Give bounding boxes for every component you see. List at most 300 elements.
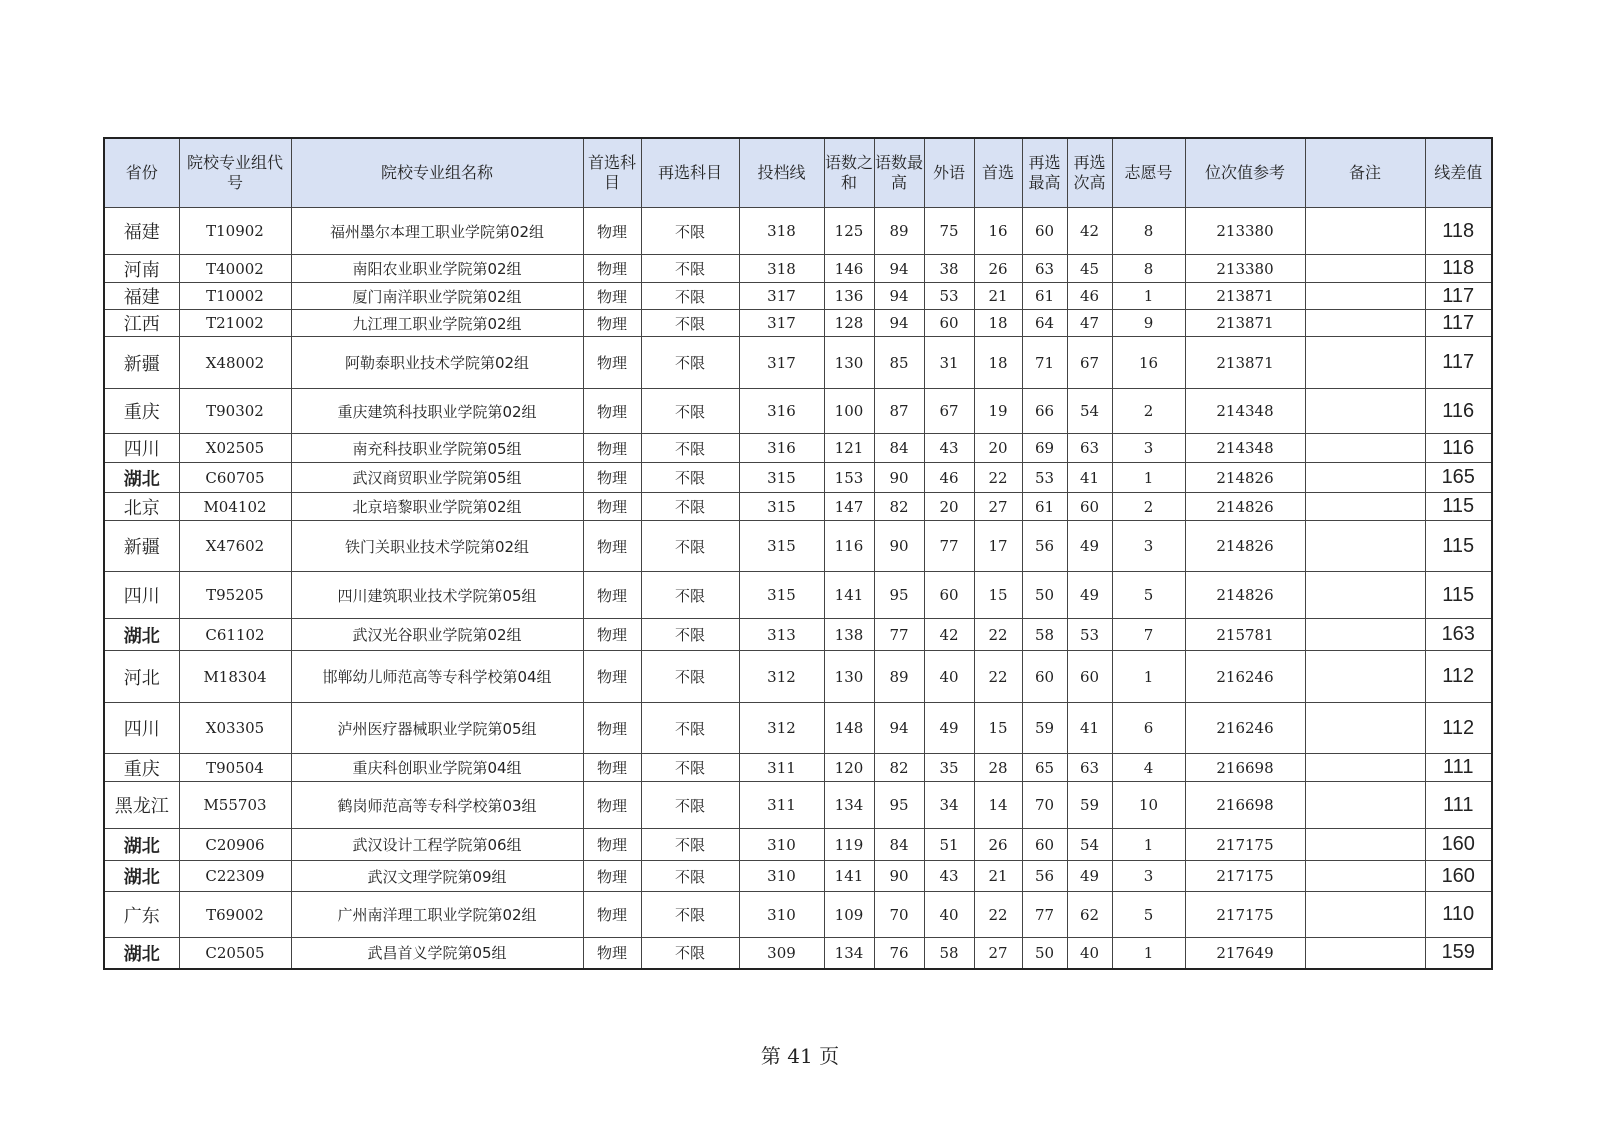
- first-cell: 22: [974, 892, 1022, 938]
- rank-cell: 217175: [1185, 829, 1305, 861]
- table-row: [104, 389, 1492, 434]
- note-cell: [1305, 463, 1425, 493]
- wish-cell: 1: [1112, 938, 1185, 969]
- line-cell: 311: [739, 782, 824, 829]
- re-subject-cell: 不限: [641, 782, 739, 829]
- code-cell: T10902: [179, 208, 291, 255]
- re-subject-cell: 不限: [641, 434, 739, 463]
- re-subject-cell: 不限: [641, 754, 739, 782]
- line-cell: 318: [739, 208, 824, 255]
- name-cell: 厦门南洋职业学院第02组: [291, 283, 583, 310]
- max-cm-cell: 90: [874, 521, 924, 572]
- re-second-cell: 41: [1067, 463, 1112, 493]
- first-cell: 27: [974, 493, 1022, 521]
- name-cell: 重庆建筑科技职业学院第02组: [291, 389, 583, 434]
- re-subject-cell: 不限: [641, 208, 739, 255]
- re-subject-cell: 不限: [641, 463, 739, 493]
- note-cell: [1305, 521, 1425, 572]
- province-cell: 重庆: [104, 389, 179, 434]
- first-subject-cell: 物理: [583, 208, 641, 255]
- max-cm-cell: 94: [874, 255, 924, 283]
- wish-cell: 8: [1112, 255, 1185, 283]
- first-subject-cell: 物理: [583, 337, 641, 389]
- re-subject-cell: 不限: [641, 892, 739, 938]
- max-cm-cell: 94: [874, 310, 924, 337]
- re-second-cell: 60: [1067, 493, 1112, 521]
- province-cell: 新疆: [104, 337, 179, 389]
- code-cell: C20505: [179, 938, 291, 969]
- code-cell: C22309: [179, 861, 291, 892]
- note-cell: [1305, 829, 1425, 861]
- table-row: [104, 255, 1492, 283]
- province-cell: 湖北: [104, 463, 179, 493]
- table-row: [104, 521, 1492, 572]
- re-subject-cell: 不限: [641, 310, 739, 337]
- rank-cell: 213380: [1185, 255, 1305, 283]
- wish-cell: 9: [1112, 310, 1185, 337]
- code-cell: C61102: [179, 619, 291, 651]
- rank-cell: 214826: [1185, 521, 1305, 572]
- page-number: 第 41 页: [760, 1044, 840, 1068]
- sum-cm-cell: 121: [824, 434, 874, 463]
- header-first-subject: 首选科目: [583, 138, 641, 208]
- table-row: [104, 310, 1492, 337]
- sum-cm-cell: 141: [824, 861, 874, 892]
- re-subject-cell: 不限: [641, 829, 739, 861]
- first-cell: 15: [974, 703, 1022, 754]
- diff-cell: 110: [1425, 892, 1492, 938]
- re-second-cell: 45: [1067, 255, 1112, 283]
- re-second-cell: 49: [1067, 521, 1112, 572]
- wish-cell: 3: [1112, 521, 1185, 572]
- line-cell: 309: [739, 938, 824, 969]
- name-cell: 四川建筑职业技术学院第05组: [291, 572, 583, 619]
- name-cell: 九江理工职业学院第02组: [291, 310, 583, 337]
- first-cell: 17: [974, 521, 1022, 572]
- table-row: [104, 434, 1492, 463]
- note-cell: [1305, 782, 1425, 829]
- re-max-cell: 50: [1022, 938, 1067, 969]
- re-subject-cell: 不限: [641, 572, 739, 619]
- wish-cell: 1: [1112, 829, 1185, 861]
- diff-cell: 112: [1425, 703, 1492, 754]
- line-cell: 317: [739, 283, 824, 310]
- re-subject-cell: 不限: [641, 389, 739, 434]
- name-cell: 武汉文理学院第09组: [291, 861, 583, 892]
- sum-cm-cell: 148: [824, 703, 874, 754]
- code-cell: X02505: [179, 434, 291, 463]
- foreign-cell: 60: [924, 310, 974, 337]
- name-cell: 泸州医疗器械职业学院第05组: [291, 703, 583, 754]
- re-max-cell: 56: [1022, 861, 1067, 892]
- first-subject-cell: 物理: [583, 703, 641, 754]
- re-max-cell: 61: [1022, 493, 1067, 521]
- table-row: [104, 938, 1492, 969]
- first-cell: 20: [974, 434, 1022, 463]
- note-cell: [1305, 493, 1425, 521]
- header-note: 备注: [1305, 138, 1425, 208]
- line-cell: 313: [739, 619, 824, 651]
- header-line: 投档线: [739, 138, 824, 208]
- re-second-cell: 49: [1067, 861, 1112, 892]
- line-cell: 315: [739, 521, 824, 572]
- rank-cell: 216246: [1185, 651, 1305, 703]
- sum-cm-cell: 136: [824, 283, 874, 310]
- note-cell: [1305, 337, 1425, 389]
- first-cell: 22: [974, 463, 1022, 493]
- max-cm-cell: 82: [874, 754, 924, 782]
- province-cell: 湖北: [104, 938, 179, 969]
- first-subject-cell: 物理: [583, 892, 641, 938]
- first-cell: 22: [974, 619, 1022, 651]
- code-cell: X47602: [179, 521, 291, 572]
- province-cell: 四川: [104, 572, 179, 619]
- first-subject-cell: 物理: [583, 389, 641, 434]
- code-cell: C60705: [179, 463, 291, 493]
- re-max-cell: 60: [1022, 829, 1067, 861]
- province-cell: 湖北: [104, 861, 179, 892]
- first-subject-cell: 物理: [583, 283, 641, 310]
- foreign-cell: 60: [924, 572, 974, 619]
- first-cell: 15: [974, 572, 1022, 619]
- diff-cell: 160: [1425, 829, 1492, 861]
- rank-cell: 213871: [1185, 337, 1305, 389]
- re-subject-cell: 不限: [641, 255, 739, 283]
- re-max-cell: 56: [1022, 521, 1067, 572]
- rank-cell: 213380: [1185, 208, 1305, 255]
- diff-cell: 116: [1425, 434, 1492, 463]
- foreign-cell: 77: [924, 521, 974, 572]
- foreign-cell: 49: [924, 703, 974, 754]
- rank-cell: 214826: [1185, 572, 1305, 619]
- rank-cell: 216698: [1185, 782, 1305, 829]
- note-cell: [1305, 861, 1425, 892]
- province-cell: 黑龙江: [104, 782, 179, 829]
- name-cell: 阿勒泰职业技术学院第02组: [291, 337, 583, 389]
- header-re-second: 再选次高: [1067, 138, 1112, 208]
- wish-cell: 6: [1112, 703, 1185, 754]
- province-cell: 江西: [104, 310, 179, 337]
- first-cell: 27: [974, 938, 1022, 969]
- foreign-cell: 38: [924, 255, 974, 283]
- diff-cell: 159: [1425, 938, 1492, 969]
- sum-cm-cell: 134: [824, 938, 874, 969]
- note-cell: [1305, 208, 1425, 255]
- province-cell: 福建: [104, 283, 179, 310]
- first-subject-cell: 物理: [583, 255, 641, 283]
- re-second-cell: 60: [1067, 651, 1112, 703]
- wish-cell: 7: [1112, 619, 1185, 651]
- sum-cm-cell: 153: [824, 463, 874, 493]
- sum-cm-cell: 128: [824, 310, 874, 337]
- code-cell: M55703: [179, 782, 291, 829]
- note-cell: [1305, 389, 1425, 434]
- line-cell: 310: [739, 829, 824, 861]
- wish-cell: 10: [1112, 782, 1185, 829]
- sum-cm-cell: 134: [824, 782, 874, 829]
- max-cm-cell: 95: [874, 782, 924, 829]
- first-cell: 21: [974, 861, 1022, 892]
- re-second-cell: 63: [1067, 434, 1112, 463]
- max-cm-cell: 94: [874, 283, 924, 310]
- header-max-cm: 语数最高: [874, 138, 924, 208]
- foreign-cell: 75: [924, 208, 974, 255]
- sum-cm-cell: 119: [824, 829, 874, 861]
- foreign-cell: 20: [924, 493, 974, 521]
- line-cell: 311: [739, 754, 824, 782]
- max-cm-cell: 95: [874, 572, 924, 619]
- first-cell: 22: [974, 651, 1022, 703]
- note-cell: [1305, 938, 1425, 969]
- rank-cell: 214348: [1185, 434, 1305, 463]
- sum-cm-cell: 109: [824, 892, 874, 938]
- rank-cell: 215781: [1185, 619, 1305, 651]
- name-cell: 鹤岗师范高等专科学校第03组: [291, 782, 583, 829]
- line-cell: 312: [739, 703, 824, 754]
- sum-cm-cell: 125: [824, 208, 874, 255]
- name-cell: 广州南洋理工职业学院第02组: [291, 892, 583, 938]
- diff-cell: 163: [1425, 619, 1492, 651]
- line-cell: 318: [739, 255, 824, 283]
- line-cell: 315: [739, 463, 824, 493]
- re-subject-cell: 不限: [641, 337, 739, 389]
- code-cell: X03305: [179, 703, 291, 754]
- diff-cell: 118: [1425, 255, 1492, 283]
- code-cell: M18304: [179, 651, 291, 703]
- first-subject-cell: 物理: [583, 619, 641, 651]
- note-cell: [1305, 651, 1425, 703]
- re-second-cell: 54: [1067, 829, 1112, 861]
- re-second-cell: 67: [1067, 337, 1112, 389]
- diff-cell: 117: [1425, 337, 1492, 389]
- sum-cm-cell: 116: [824, 521, 874, 572]
- province-cell: 四川: [104, 434, 179, 463]
- re-subject-cell: 不限: [641, 493, 739, 521]
- line-cell: 315: [739, 572, 824, 619]
- first-subject-cell: 物理: [583, 493, 641, 521]
- diff-cell: 117: [1425, 310, 1492, 337]
- line-cell: 316: [739, 434, 824, 463]
- first-cell: 26: [974, 255, 1022, 283]
- first-cell: 18: [974, 337, 1022, 389]
- max-cm-cell: 76: [874, 938, 924, 969]
- code-cell: T95205: [179, 572, 291, 619]
- re-second-cell: 54: [1067, 389, 1112, 434]
- rank-cell: 213871: [1185, 283, 1305, 310]
- province-cell: 四川: [104, 703, 179, 754]
- max-cm-cell: 77: [874, 619, 924, 651]
- rank-cell: 214826: [1185, 493, 1305, 521]
- re-second-cell: 42: [1067, 208, 1112, 255]
- max-cm-cell: 89: [874, 651, 924, 703]
- diff-cell: 117: [1425, 283, 1492, 310]
- note-cell: [1305, 754, 1425, 782]
- rank-cell: 214826: [1185, 463, 1305, 493]
- max-cm-cell: 89: [874, 208, 924, 255]
- line-cell: 316: [739, 389, 824, 434]
- line-cell: 315: [739, 493, 824, 521]
- table-header-row: [104, 138, 1492, 208]
- province-cell: 湖北: [104, 829, 179, 861]
- first-subject-cell: 物理: [583, 651, 641, 703]
- re-subject-cell: 不限: [641, 521, 739, 572]
- table-body: [104, 208, 1492, 969]
- max-cm-cell: 87: [874, 389, 924, 434]
- first-subject-cell: 物理: [583, 463, 641, 493]
- max-cm-cell: 94: [874, 703, 924, 754]
- diff-cell: 112: [1425, 651, 1492, 703]
- first-cell: 28: [974, 754, 1022, 782]
- name-cell: 铁门关职业技术学院第02组: [291, 521, 583, 572]
- re-subject-cell: 不限: [641, 619, 739, 651]
- re-max-cell: 71: [1022, 337, 1067, 389]
- note-cell: [1305, 703, 1425, 754]
- table-row: [104, 782, 1492, 829]
- diff-cell: 165: [1425, 463, 1492, 493]
- line-cell: 312: [739, 651, 824, 703]
- sum-cm-cell: 141: [824, 572, 874, 619]
- sum-cm-cell: 147: [824, 493, 874, 521]
- re-second-cell: 41: [1067, 703, 1112, 754]
- table-row: [104, 892, 1492, 938]
- re-second-cell: 46: [1067, 283, 1112, 310]
- rank-cell: 217649: [1185, 938, 1305, 969]
- province-cell: 北京: [104, 493, 179, 521]
- re-max-cell: 58: [1022, 619, 1067, 651]
- province-cell: 广东: [104, 892, 179, 938]
- name-cell: 南阳农业职业学院第02组: [291, 255, 583, 283]
- re-max-cell: 59: [1022, 703, 1067, 754]
- foreign-cell: 67: [924, 389, 974, 434]
- diff-cell: 115: [1425, 521, 1492, 572]
- table-row: [104, 463, 1492, 493]
- code-cell: T90302: [179, 389, 291, 434]
- first-subject-cell: 物理: [583, 310, 641, 337]
- sum-cm-cell: 146: [824, 255, 874, 283]
- code-cell: X48002: [179, 337, 291, 389]
- wish-cell: 3: [1112, 434, 1185, 463]
- wish-cell: 16: [1112, 337, 1185, 389]
- foreign-cell: 43: [924, 861, 974, 892]
- note-cell: [1305, 434, 1425, 463]
- max-cm-cell: 82: [874, 493, 924, 521]
- foreign-cell: 40: [924, 651, 974, 703]
- max-cm-cell: 90: [874, 861, 924, 892]
- table-row: [104, 754, 1492, 782]
- admission-score-table: [103, 137, 1493, 970]
- re-second-cell: 49: [1067, 572, 1112, 619]
- code-cell: T10002: [179, 283, 291, 310]
- table-row: [104, 283, 1492, 310]
- re-max-cell: 61: [1022, 283, 1067, 310]
- table-row: [104, 493, 1492, 521]
- header-foreign: 外语: [924, 138, 974, 208]
- re-second-cell: 62: [1067, 892, 1112, 938]
- note-cell: [1305, 283, 1425, 310]
- sum-cm-cell: 130: [824, 337, 874, 389]
- province-cell: 湖北: [104, 619, 179, 651]
- first-subject-cell: 物理: [583, 754, 641, 782]
- header-code: 院校专业组代号: [179, 138, 291, 208]
- province-cell: 新疆: [104, 521, 179, 572]
- header-sum-cm: 语数之和: [824, 138, 874, 208]
- re-max-cell: 60: [1022, 208, 1067, 255]
- re-second-cell: 53: [1067, 619, 1112, 651]
- foreign-cell: 34: [924, 782, 974, 829]
- re-second-cell: 40: [1067, 938, 1112, 969]
- max-cm-cell: 90: [874, 463, 924, 493]
- sum-cm-cell: 130: [824, 651, 874, 703]
- sum-cm-cell: 120: [824, 754, 874, 782]
- code-cell: T69002: [179, 892, 291, 938]
- name-cell: 武汉商贸职业学院第05组: [291, 463, 583, 493]
- note-cell: [1305, 310, 1425, 337]
- max-cm-cell: 84: [874, 434, 924, 463]
- re-second-cell: 47: [1067, 310, 1112, 337]
- sum-cm-cell: 100: [824, 389, 874, 434]
- header-diff: 线差值: [1425, 138, 1492, 208]
- wish-cell: 5: [1112, 572, 1185, 619]
- re-subject-cell: 不限: [641, 938, 739, 969]
- line-cell: 310: [739, 892, 824, 938]
- foreign-cell: 42: [924, 619, 974, 651]
- name-cell: 福州墨尔本理工职业学院第02组: [291, 208, 583, 255]
- re-max-cell: 65: [1022, 754, 1067, 782]
- re-max-cell: 77: [1022, 892, 1067, 938]
- max-cm-cell: 85: [874, 337, 924, 389]
- re-subject-cell: 不限: [641, 651, 739, 703]
- wish-cell: 1: [1112, 651, 1185, 703]
- province-cell: 福建: [104, 208, 179, 255]
- foreign-cell: 40: [924, 892, 974, 938]
- diff-cell: 111: [1425, 782, 1492, 829]
- province-cell: 河南: [104, 255, 179, 283]
- table-row: [104, 861, 1492, 892]
- re-max-cell: 53: [1022, 463, 1067, 493]
- header-re-subject: 再选科目: [641, 138, 739, 208]
- rank-cell: 216698: [1185, 754, 1305, 782]
- first-subject-cell: 物理: [583, 521, 641, 572]
- code-cell: C20906: [179, 829, 291, 861]
- table-row: [104, 619, 1492, 651]
- table-row: [104, 337, 1492, 389]
- code-cell: M04102: [179, 493, 291, 521]
- rank-cell: 217175: [1185, 892, 1305, 938]
- line-cell: 317: [739, 310, 824, 337]
- table-row: [104, 208, 1492, 255]
- wish-cell: 8: [1112, 208, 1185, 255]
- table-row: [104, 703, 1492, 754]
- sum-cm-cell: 138: [824, 619, 874, 651]
- wish-cell: 2: [1112, 493, 1185, 521]
- note-cell: [1305, 892, 1425, 938]
- re-max-cell: 63: [1022, 255, 1067, 283]
- re-max-cell: 60: [1022, 651, 1067, 703]
- re-max-cell: 69: [1022, 434, 1067, 463]
- foreign-cell: 46: [924, 463, 974, 493]
- code-cell: T21002: [179, 310, 291, 337]
- province-cell: 重庆: [104, 754, 179, 782]
- province-cell: 河北: [104, 651, 179, 703]
- foreign-cell: 51: [924, 829, 974, 861]
- wish-cell: 1: [1112, 463, 1185, 493]
- re-max-cell: 70: [1022, 782, 1067, 829]
- wish-cell: 3: [1112, 861, 1185, 892]
- note-cell: [1305, 619, 1425, 651]
- note-cell: [1305, 572, 1425, 619]
- header-name: 院校专业组名称: [291, 138, 583, 208]
- first-subject-cell: 物理: [583, 572, 641, 619]
